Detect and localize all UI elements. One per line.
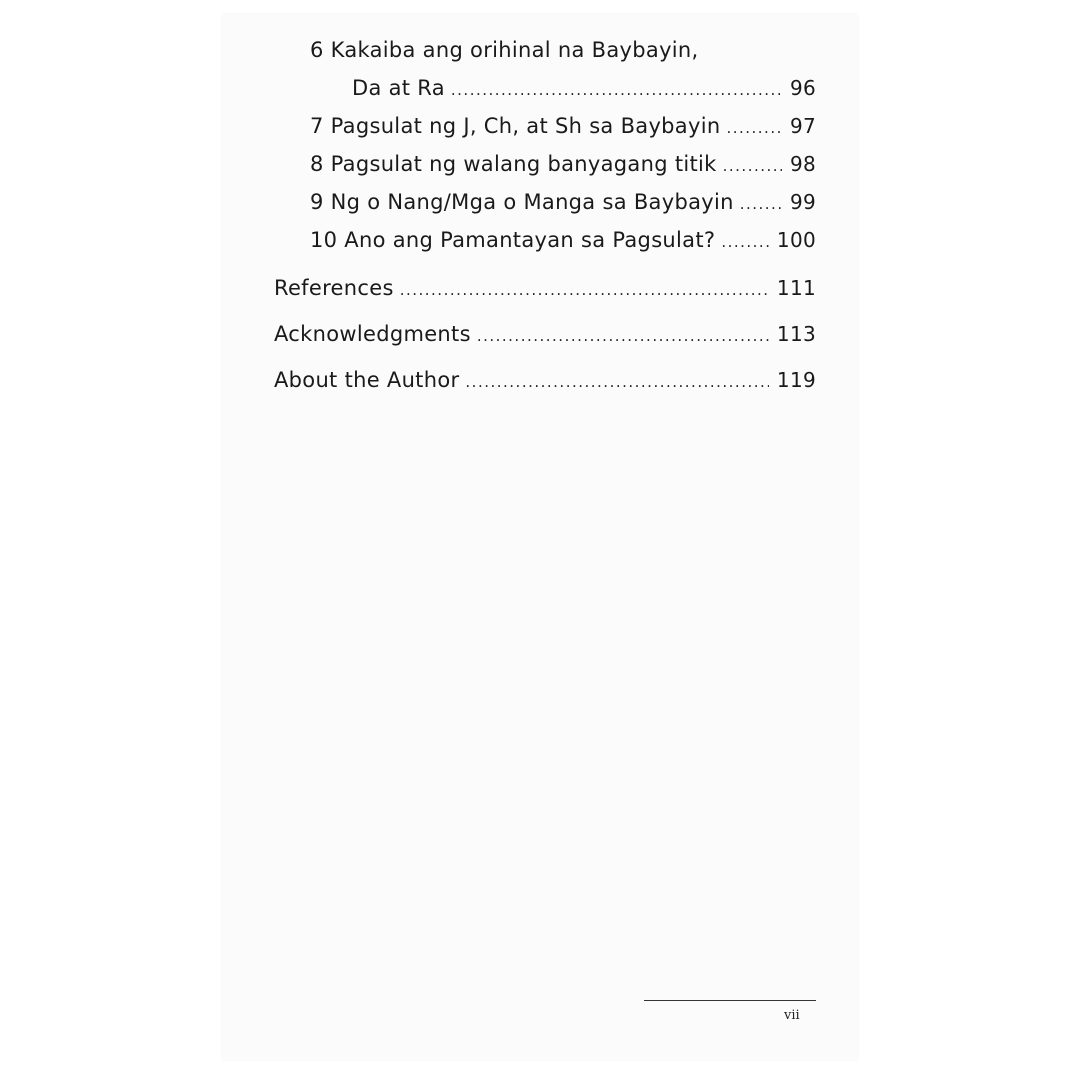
toc-entry-9-title: 9 Ng o Nang/Mga o Manga sa Baybayin <box>310 190 734 214</box>
page-number-folio: vii <box>784 1008 800 1023</box>
dot-leader <box>740 195 782 213</box>
toc-entry-6-title-line2: Da at Ra <box>352 76 445 100</box>
toc-entry-references <box>274 276 816 300</box>
dot-leader <box>721 233 769 251</box>
dot-leader <box>723 157 782 175</box>
toc-entry-8-page: 98 <box>789 152 816 176</box>
toc-entry-10-title: 10 Ano ang Pamantayan sa Pagsulat? <box>310 228 716 252</box>
toc-entry-9 <box>310 190 816 214</box>
toc-references-page: 111 <box>776 276 816 300</box>
toc-entry-acknowledgments <box>274 322 816 346</box>
book-page <box>222 14 858 1060</box>
table-of-contents <box>222 14 858 1060</box>
toc-entry-8 <box>310 152 816 176</box>
dot-leader <box>477 327 769 345</box>
dot-leader <box>726 119 781 137</box>
toc-about-page: 119 <box>776 368 816 392</box>
toc-entry-7-title: 7 Pagsulat ng J, Ch, at Sh sa Baybayin <box>310 114 721 138</box>
toc-acknowledgments-page: 113 <box>776 322 816 346</box>
footer-rule <box>644 1000 816 1001</box>
toc-entry-7-page: 97 <box>789 114 816 138</box>
toc-acknowledgments-title: Acknowledgments <box>274 322 471 346</box>
toc-references-title: References <box>274 276 394 300</box>
toc-entry-9-page: 99 <box>789 190 816 214</box>
toc-entry-10 <box>310 228 816 252</box>
dot-leader <box>451 81 782 99</box>
dot-leader <box>465 373 769 391</box>
toc-entry-6-page: 96 <box>789 76 816 100</box>
toc-entry-6 <box>352 76 816 100</box>
toc-entry-7 <box>310 114 816 138</box>
toc-entry-10-page: 100 <box>776 228 816 252</box>
dot-leader <box>400 281 769 299</box>
toc-about-title: About the Author <box>274 368 460 392</box>
toc-entry-6-title-line1: 6 Kakaiba ang orihinal na Baybayin, <box>310 38 699 62</box>
toc-entry-about-author <box>274 368 816 392</box>
toc-entry-8-title: 8 Pagsulat ng walang banyagang titik <box>310 152 717 176</box>
